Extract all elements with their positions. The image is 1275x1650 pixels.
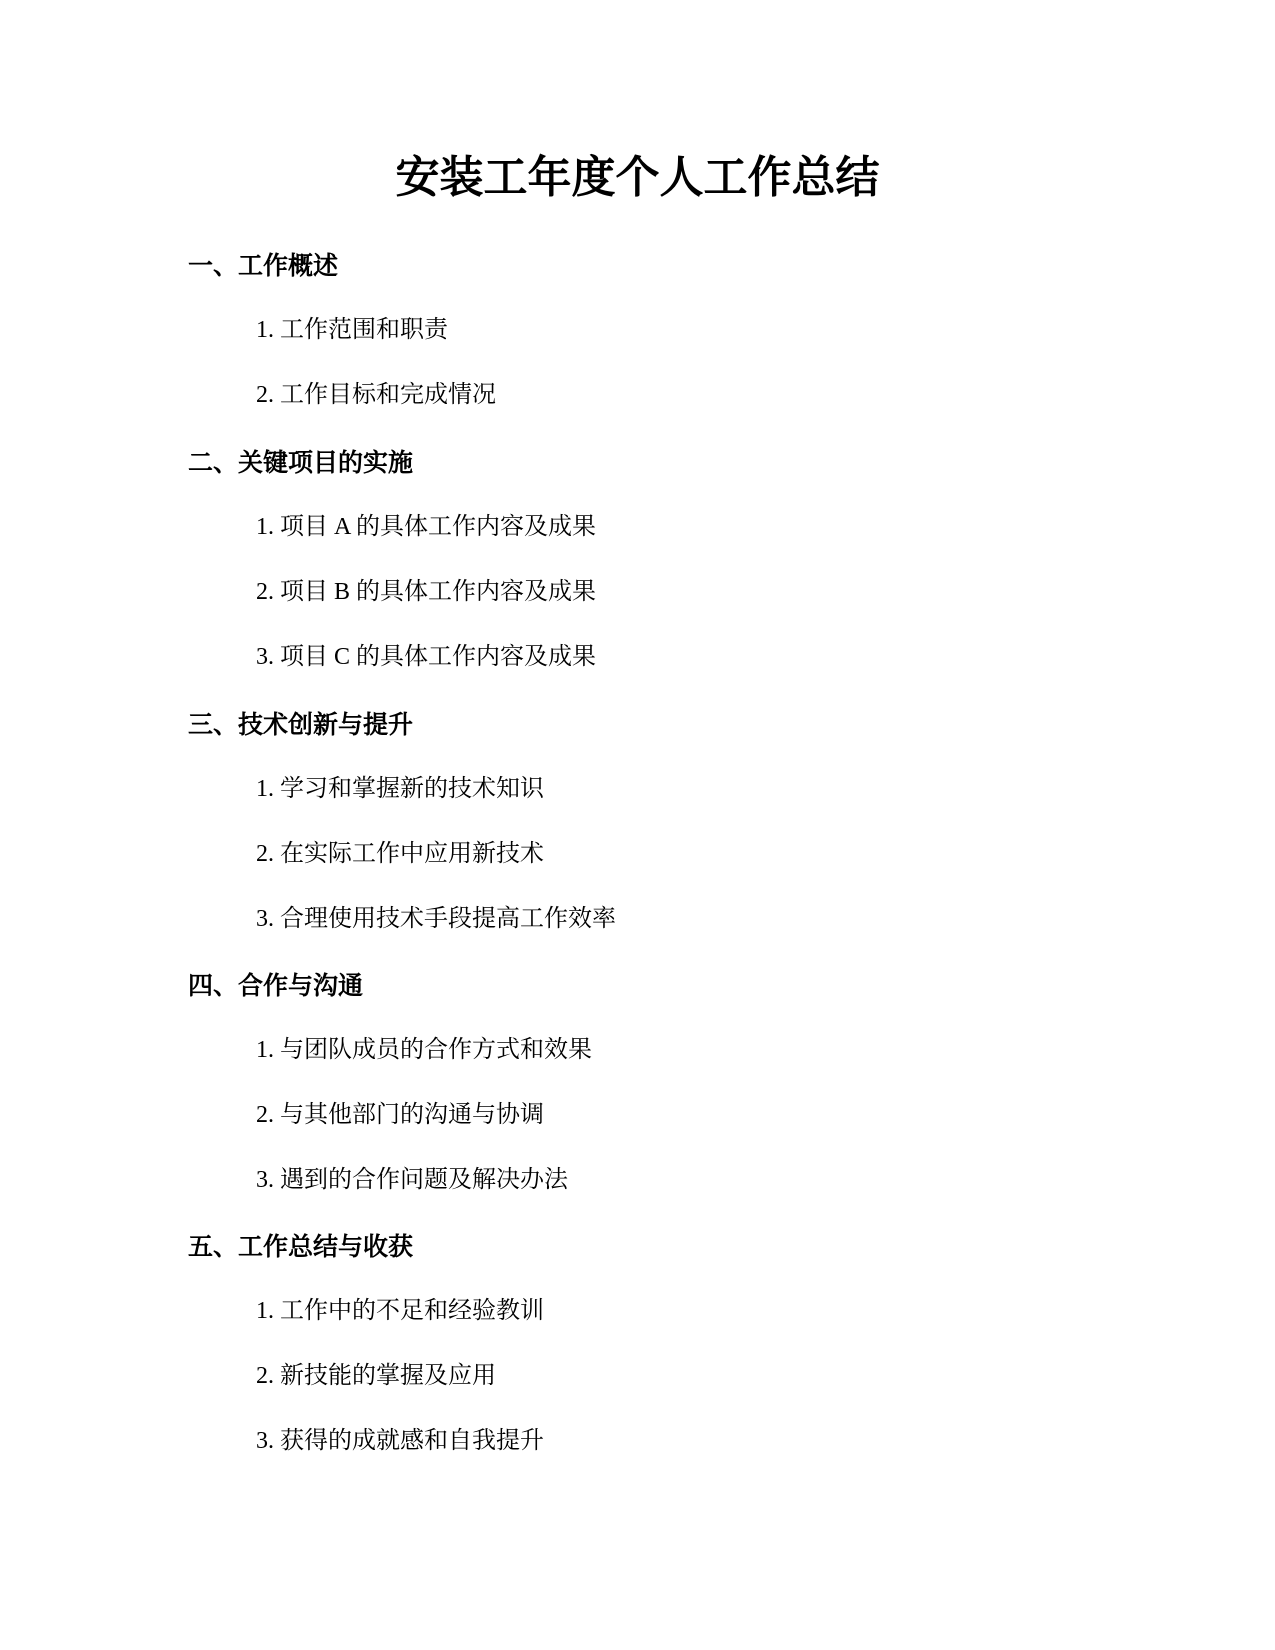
section-heading-key-projects: 二、关键项目的实施 — [188, 448, 414, 477]
list-item: 1. 学习和掌握新的技术知识 — [256, 776, 544, 802]
list-item: 1. 工作中的不足和经验教训 — [256, 1298, 544, 1324]
list-item: 2. 项目 B 的具体工作内容及成果 — [256, 579, 597, 605]
list-item: 1. 工作范围和职责 — [256, 317, 448, 343]
section-heading-cooperation: 四、合作与沟通 — [188, 971, 364, 1000]
list-item: 3. 项目 C 的具体工作内容及成果 — [256, 644, 597, 670]
section-heading-tech-innovation: 三、技术创新与提升 — [188, 710, 414, 739]
list-item: 2. 工作目标和完成情况 — [256, 382, 496, 408]
section-heading-summary: 五、工作总结与收获 — [188, 1232, 414, 1261]
list-item: 3. 获得的成就感和自我提升 — [256, 1428, 544, 1454]
page-title: 安装工年度个人工作总结 — [395, 152, 880, 203]
list-item: 2. 与其他部门的沟通与协调 — [256, 1102, 544, 1128]
list-item: 3. 合理使用技术手段提高工作效率 — [256, 906, 616, 932]
list-item: 3. 遇到的合作问题及解决办法 — [256, 1167, 568, 1193]
list-item: 2. 在实际工作中应用新技术 — [256, 841, 544, 867]
list-item: 1. 项目 A 的具体工作内容及成果 — [256, 514, 597, 540]
section-heading-overview: 一、工作概述 — [188, 251, 339, 280]
list-item: 1. 与团队成员的合作方式和效果 — [256, 1037, 592, 1063]
list-item: 2. 新技能的掌握及应用 — [256, 1363, 496, 1389]
